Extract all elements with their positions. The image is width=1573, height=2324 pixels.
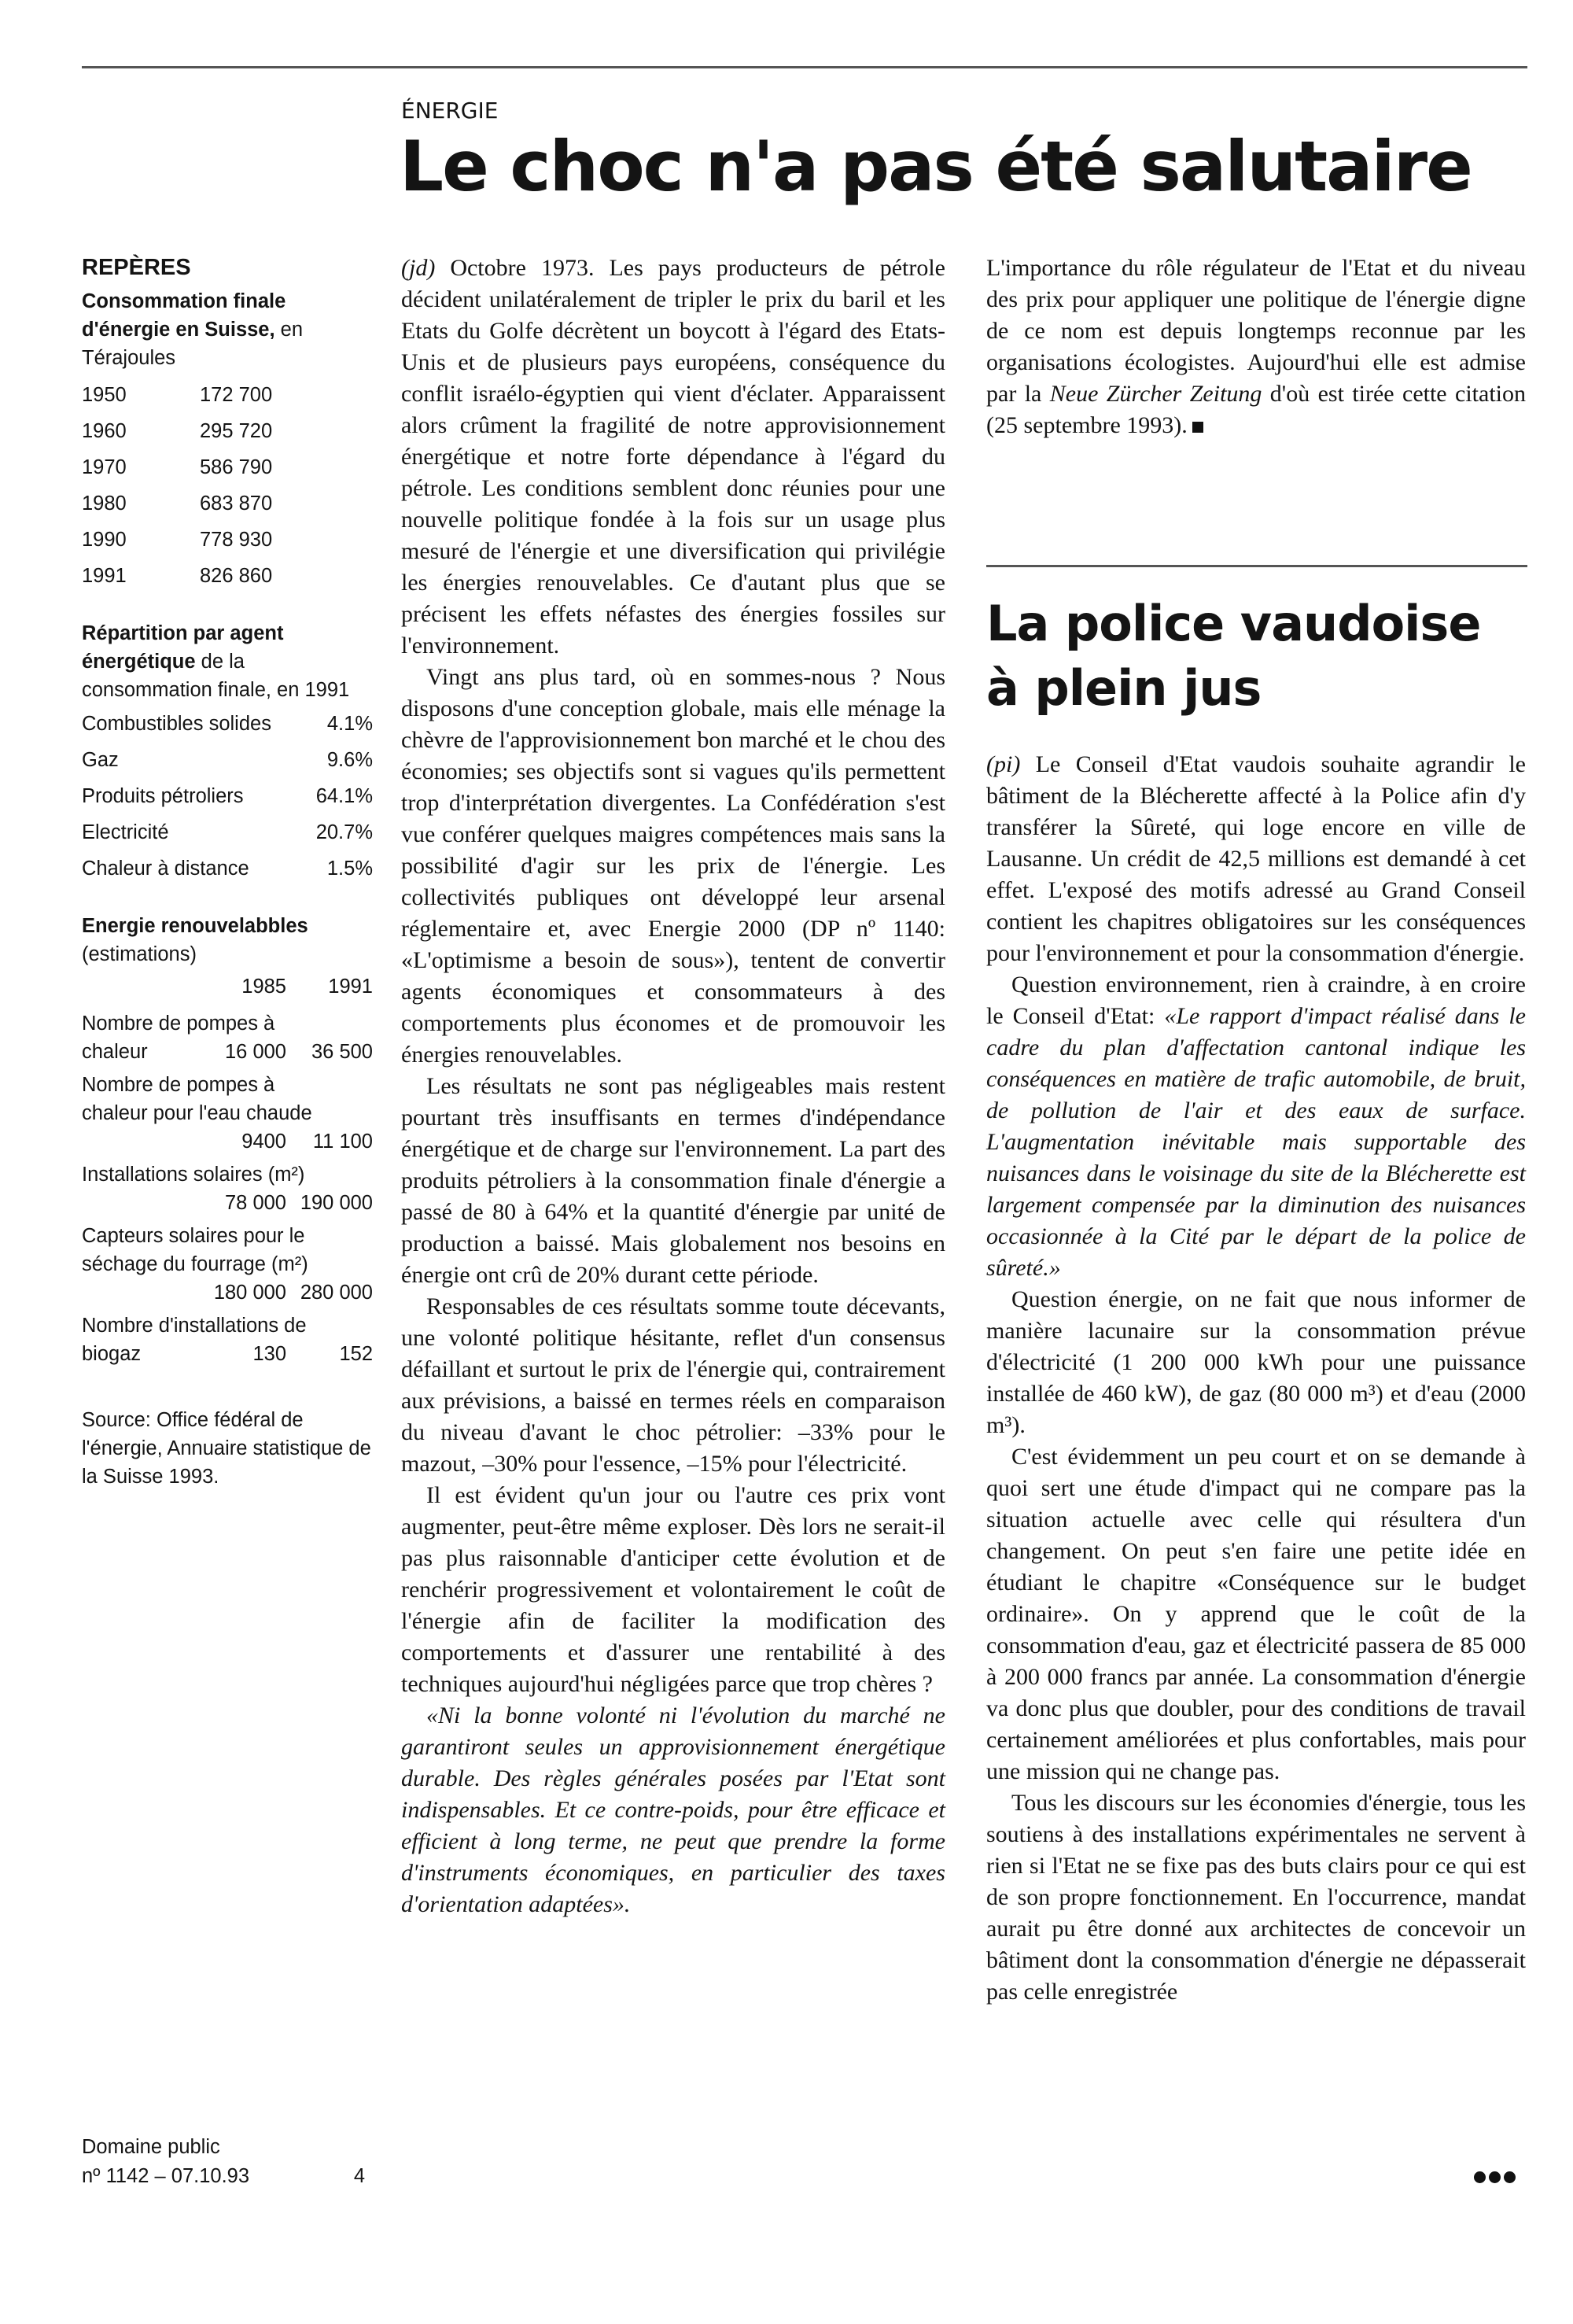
paragraph: (pi) Le Conseil d'Etat vaudois souhaite agrandir le bâtiment de la Blécherette affecté à la Police afin d'y transférer la Sûreté, qui loge encore en ville de Lausanne. Un crédit de 42,5 millions est demandé à cet effet. L'exposé des motifs adressé au Grand Conseil contient les chapitres obligatoires sur les conséquences pour l'environnement et pour la consommation d'énergie. xyxy=(986,751,1526,966)
list-item: Nombre de pompes à chaleur pour l'eau chaude 9400 11 100 xyxy=(82,1074,373,1153)
table1-heading: Consommation finale d'énergie en Suisse, en Térajoules xyxy=(82,290,304,369)
list-item: Installations solaires (m²) 78 000 190 000 xyxy=(82,1164,373,1214)
paragraph: Question énergie, on ne fait que nous informer de manière lacunaire sur la consommation prévue d'électricité (1 200 000 kWh pour une puissance installée de 460 kW), de gaz (80 000 m³) et d'eau (2000 m³). xyxy=(986,1286,1526,1438)
list-item: Nombre d'installations de biogaz 130 152 xyxy=(82,1315,373,1365)
quote-paragraph: «Ni la bonne volonté ni l'évolution du marché ne garantiront seules un approvisionnement énergétique durable. Des règles générales posées par l'Etat sont indispensables. Et ce contre-poids, pour être efficace et efficient à long terme, ne peut que prendre la forme d'instruments économiques, en particulier des taxes d'orientation adaptées». xyxy=(401,1702,945,1917)
paragraph: C'est évidemment un peu court et on se demande à quoi sert une étude d'impact qui ne compare pas la situation actuelle avec celle qui résultera d'un changement. On peut s'en faire une petite idée en étudiant le chapitre «Conséquence sur le budget ordinaire». On y apprend que le coût de la consommation d'eau, gaz et électricité passera de 85 000 à 200 000 francs par année. La consommation d'énergie va donc plus que doubler, pour des conditions de travail certainement améliorées et plus confortables, mais pour une mission qui ne change pas. xyxy=(986,1444,1526,1784)
paragraph: L'importance du rôle régulateur de l'Etat et du niveau des prix pour appliquer une politique de l'énergie digne de ce nom est depuis longtemps reconnue par les organisations écologistes. Aujourd'hui elle est admise par la Neue Zürcher Zeitung d'où est tirée cette citation (25 septembre 1993). xyxy=(986,255,1526,438)
table-row: 1990 778 930 xyxy=(82,529,273,551)
list-item: Nombre de pompes à chaleur 16 000 36 500 xyxy=(82,1013,373,1063)
table-row: 1980 683 870 xyxy=(82,492,273,515)
article-column-1 xyxy=(401,253,945,1920)
list-item: Capteurs solaires pour le séchage du fourrage (m²) 180 000 280 000 xyxy=(82,1225,373,1304)
table-row: 1970 586 790 xyxy=(82,456,273,478)
table2-rows xyxy=(82,706,373,887)
article2-body xyxy=(986,749,1526,2008)
paragraph: Tous les discours sur les économies d'énergie, tous les soutiens à des installations expérimentales ne servent à rien si l'Etat ne se fixe pas des buts clairs pour ce qui est de son propre fonctionnement. En l'occurrence, mandat aurait pu être donné aux architectes de concevoir un bâtiment dont la consommation d'énergie ne dépasserait pas celle enregistrée xyxy=(986,1790,1526,2005)
table-row: Electricité 20.7% xyxy=(82,821,373,843)
paragraph: Question environnement, rien à craindre, à en croire le Conseil d'Etat: «Le rapport d'impact réalisé dans le cadre du plan d'affectation cantonal indique les conséquences en matière de trafic automobile, de bruit, de pollution de l'air et des eaux de surface. L'augmentation inévitable mais supportable des nuisances dans le voisinage du site de la Blécherette est largement compensée par la diminution des nuisances occasionnée à la Cité par le départ de la police de sûreté.» xyxy=(986,972,1527,1281)
paragraph: Il est évident qu'un jour ou l'autre ces prix vont augmenter, peut-être même exploser. Dès lors ne serait-il pas plus raisonnable d'anticiper cette évolution et de renchérir progressivement et volontairement le coût de l'énergie afin de faciliter la modification des comportements et d'assurer une rentabilité à des techniques aujourd'hui négligées parce que trop chères ? xyxy=(401,1482,945,1697)
paragraph: Les résultats ne sont pas négligeables mais restent pourtant très insuffisants en termes d'indépendance énergétique et de charge sur l'environnement. La part des produits pétroliers à la consommation finale d'énergie a passé de 80 à 64% et la quantité d'énergie par unité de production a baissé. Mais globalement nos besoins en énergie ont crû de 20% durant cette période. xyxy=(401,1073,945,1288)
paragraph: Responsables de ces résultats somme toute décevants, une volonté politique hésitante, reflet d'un consensus défaillant et surtout le prix de l'énergie qui, contrairement aux prévisions, a baissé en termes réels en comparaison du niveau d'avant le choc pétrolier: –33% pour le mazout, –30% pour l'essence, –15% pour l'électricité. xyxy=(401,1293,945,1477)
table3-heading: Energie renouvelabbles (estimations) xyxy=(82,915,308,965)
table3-column-headers: 1985 1991 xyxy=(241,976,373,998)
paragraph: Vingt ans plus tard, où en sommes-nous ? Nous disposons d'une conception globale, mais elle ménage la chèvre de l'approvisionnement bon marché et le chou des économies; ses objectifs sont si vagues qu'ils permettent trop d'interprétation divergentes. La Confédération s'est vue conférer quelques maigres compétences mais sans la possibilité d'agir sur les prix de l'énergie. Les collectivités publiques ont développé leur arsenal réglementaire et, avec Energie 2000 (DP nº 1140: «L'optimisme a besoin de sous»), tentent de convertir agents économiques et consommateurs à des comportements plus économes et de promouvoir les énergies renouvelables. xyxy=(401,664,945,1068)
sidebar-source: Source: Office fédéral de l'énergie, Annuaire statistique de la Suisse 1993. xyxy=(82,1409,371,1488)
article-column-2 xyxy=(986,253,1526,441)
table-row: Chaleur à distance 1.5% xyxy=(82,858,373,880)
table1-rows xyxy=(82,377,373,594)
table-row: 1960 295 720 xyxy=(82,420,273,442)
table2-heading: Répartition par agent énergétique de la consommation finale, en 1991 xyxy=(82,622,350,701)
table-row: Gaz 9.6% xyxy=(82,749,373,771)
article-title: Le choc n'a pas été salutaire xyxy=(400,126,1472,207)
page-footer xyxy=(82,2133,373,2191)
table-row: 1991 826 860 xyxy=(82,565,273,587)
paragraph: (jd) Octobre 1973. Les pays producteurs de pétrole décident unilatéralement de tripler le prix du baril et les Etats du Golfe décrètent un boycott à l'égard des Etats-Unis et de plusieurs pays européens, conséquence du conflit israélo-égyptien qui vient d'éclater. Apparaissent alors crûment la fragilité de notre approvisionnement énergétique et notre forte dépendance à l'égard du pétrole. Les conditions semblent donc réunies pour une nouvelle politique fondée à la fois sur un usage plus mesuré de l'énergie et une diversification qui privilégie les énergies renouvelables. Ce d'autant plus que se précisent les effets néfastes des énergies fossiles sur l'environnement. xyxy=(401,255,945,658)
publication-name: Domaine public xyxy=(82,2136,220,2158)
table-row: Combustibles solides 4.1% xyxy=(82,713,373,735)
table-row: 1950 172 700 xyxy=(82,384,273,406)
article2-title: La police vaudoise à plein jus xyxy=(986,595,1481,717)
sidebar-title: REPÈRES xyxy=(82,255,191,280)
top-rule xyxy=(82,66,1527,68)
sidebar-reperes xyxy=(82,253,373,1491)
issue-number: nº 1142 – 07.10.93 xyxy=(82,2165,250,2187)
article-kicker: ÉNERGIE xyxy=(401,98,499,124)
section-rule xyxy=(986,565,1527,567)
table-row: Produits pétroliers 64.1% xyxy=(82,785,373,807)
page-number: 4 xyxy=(353,2165,365,2187)
end-mark-icon xyxy=(1192,422,1203,433)
continuation-dots-icon xyxy=(1474,2171,1516,2183)
